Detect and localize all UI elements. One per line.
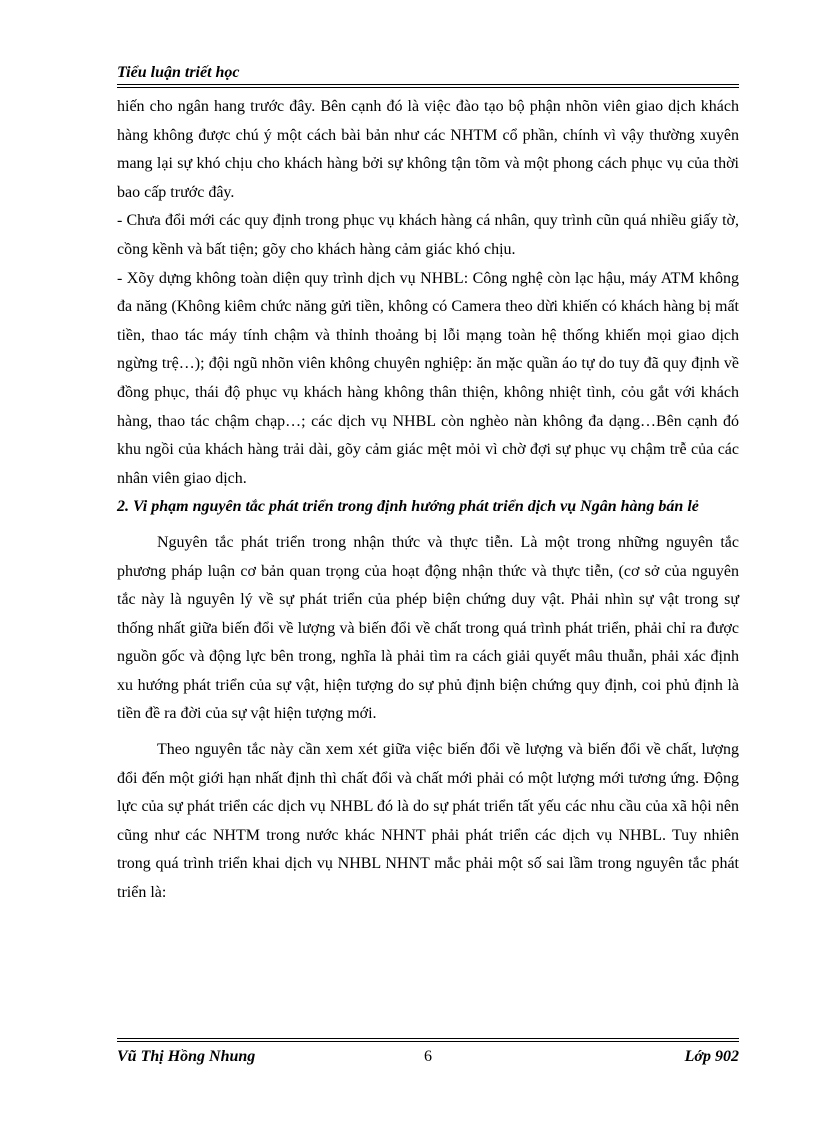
paragraph-1: hiến cho ngân hang trước đây. Bên cạnh đó là việc đào tạo bộ phận nhõn viên giao dịch khách hàng không được chú ý một cách bài bản như các NHTM cổ phần, chính vì vậy thường xuyên mang lại sự khó chịu cho khách hàng bởi sự không tận tõm và một phong cách phục vụ của thời bao cấp trước đây. [117,98,739,201]
document-body [117,93,739,908]
paragraph-3: Theo nguyên tắc này cần xem xét giữa việc biến đổi về lượng và biến đổi về chất, lượng đổi đến một giới hạn nhất định thì chất đổi và chất mới phải có một lượng mới tương ứng. Động lực của sự phát triển các dịch vụ NHBL đó là do sự phát triển tất yếu các nhu cầu của xã hội nên cũng như các NHTM trong nước khác NHNT phải phát triển các dịch vụ NHBL. Tuy nhiên trong quá trình triển khai dịch vụ NHBL NHNT mắc phải một số sai lầm trong nguyên tắc phát triển là: [117,741,739,902]
section-heading: 2. Vi phạm nguyên tắc phát triển trong định hướng phát triển dịch vụ Ngân hàng bán lẻ [117,498,699,516]
page-number: 6 [424,1048,432,1065]
paragraph-bullet-2: - Xõy dựng không toàn diện quy trình dịch vụ NHBL: Công nghệ còn lạc hậu, máy ATM không đa năng (Không kiêm chức năng gửi tiền, không có Camera theo dừi khiến có khách hàng bị mất tiền, thao tác máy tính chậm và thỉnh thoảng bị lỗi mạng toàn hệ thống khiến mọi giao dịch ngừng trệ…); đội ngũ nhõn viên không chuyên nghiệp: ăn mặc quần áo tự do tuy đã quy định về đồng phục, thái độ phục vụ khách hàng không thân thiện, không nhiệt tình, cỏu gắt với khách hàng, thao tác chậm chạp…; các dịch vụ NHBL còn nghèo nàn không đa dạng…Bên cạnh đó khu ngồi của khách hàng trải dài, gõy cảm giác mệt mỏi vì chờ đợi sự phục vụ chậm trễ của các nhân viên giao dịch. [117,269,739,487]
paragraph-2: Nguyên tắc phát triển trong nhận thức và thực tiễn. Là một trong những nguyên tắc phương pháp luận cơ bản quan trọng của hoạt động nhận thức và thực tiễn, (cơ sở của nguyên tắc này là nguyên lý về sự phát triển của phép biện chứng duy vật. Phải nhìn sự vật trong sự thống nhất giữa biến đổi về lượng và biến đổi về chất trong quá trình phát triển, phải chỉ ra được nguồn gốc và động lực bên trong, nghĩa là phải tìm ra cách giải quyết mâu thuẫn, phải xác định xu hướng phát triển của sự vật, hiện tượng do sự phủ định biện chứng quy định, coi phủ định là tiền đề ra đời của sự vật hiện tượng mới. [117,533,739,723]
page-header [117,64,739,85]
footer-class: Lớp 902 [684,1048,739,1065]
header-title: Tiểu luận triết học [117,64,240,81]
paragraph-bullet-1: - Chưa đổi mới các quy định trong phục vụ khách hàng cá nhân, quy trình cũn quá nhiều giấy tờ, cồng kềnh và bất tiện; gõy cho khách hàng cảm giác khó chịu. [117,212,739,258]
page-footer [117,1041,739,1071]
footer-author: Vũ Thị Hồng Nhung [117,1048,256,1065]
